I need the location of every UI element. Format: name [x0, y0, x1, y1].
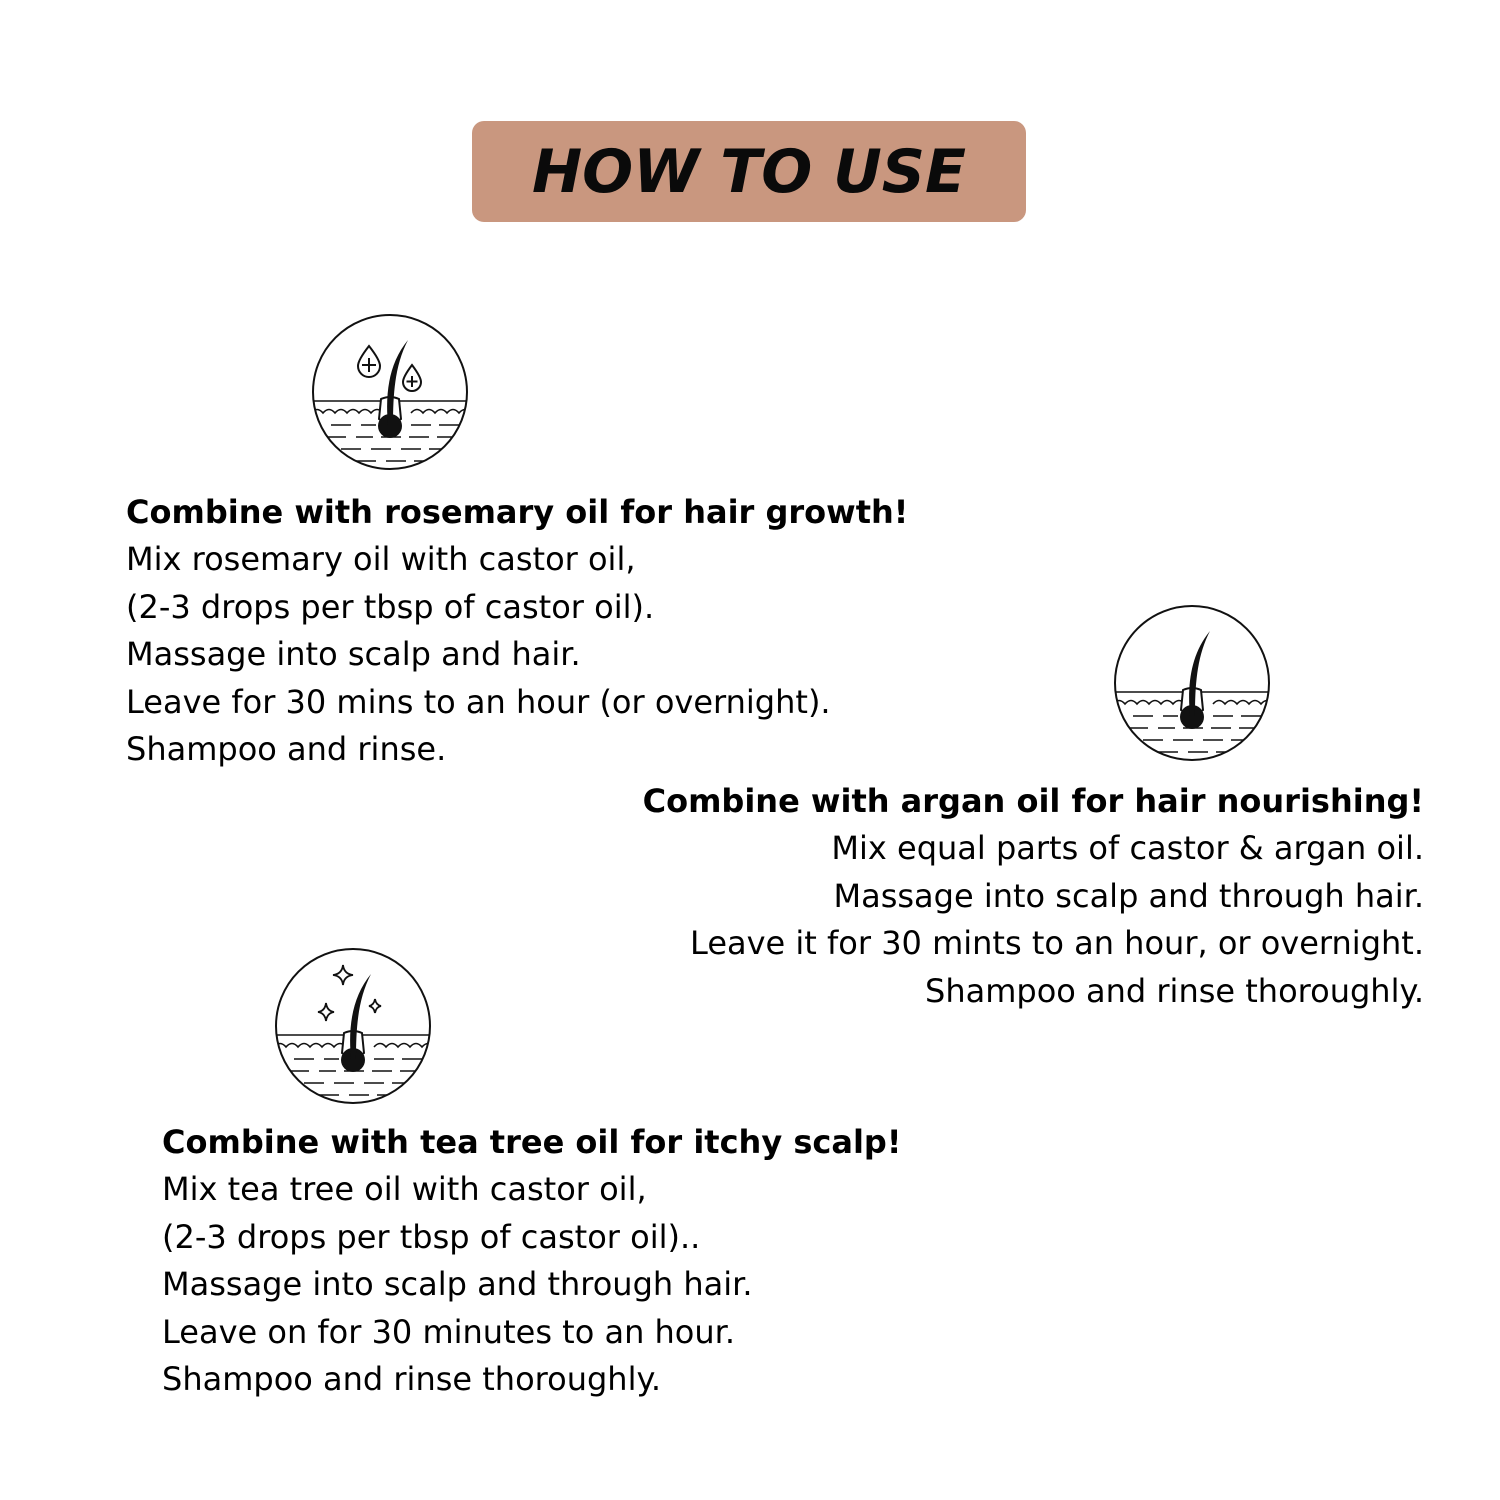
instruction-line: Shampoo and rinse thoroughly.: [925, 971, 1424, 1010]
instruction-line: Leave it for 30 mints to an hour, or overnight.: [690, 924, 1424, 962]
instruction-line: Mix equal parts of castor & argan oil.: [831, 829, 1424, 867]
tea-tree-instructions: [162, 1119, 901, 1404]
instruction-line: Leave for 30 mins to an hour (or overnight).: [126, 682, 831, 721]
rosemary-instructions: [126, 489, 908, 774]
instruction-line: Mix rosemary oil with castor oil,: [126, 540, 636, 578]
hair-follicle-drops-icon: [311, 313, 469, 471]
instruction-line: Shampoo and rinse.: [126, 730, 447, 768]
instruction-line: Massage into scalp and through hair.: [162, 1265, 753, 1303]
instruction-line: Shampoo and rinse thoroughly.: [162, 1360, 661, 1398]
page-title: HOW TO USE: [531, 136, 967, 207]
hair-follicle-sparkle-icon: [274, 947, 432, 1105]
argan-instructions: [643, 778, 1424, 1015]
instruction-line: Mix tea tree oil with castor oil,: [162, 1170, 647, 1208]
title-banner: [472, 121, 1026, 222]
section-heading: Combine with argan oil for hair nourishing!: [642, 782, 1424, 820]
instruction-line: Leave on for 30 minutes to an hour.: [162, 1312, 736, 1351]
section-heading: Combine with tea tree oil for itchy scalp!: [162, 1123, 902, 1161]
instruction-line: (2-3 drops per tbsp of castor oil).: [126, 587, 655, 626]
instruction-line: (2-3 drops per tbsp of castor oil)..: [162, 1217, 701, 1256]
instruction-line: Massage into scalp and through hair.: [833, 876, 1424, 915]
hair-follicle-icon: [1113, 604, 1271, 762]
instruction-line: Massage into scalp and hair.: [126, 635, 581, 673]
section-heading: Combine with rosemary oil for hair growth!: [126, 493, 909, 531]
